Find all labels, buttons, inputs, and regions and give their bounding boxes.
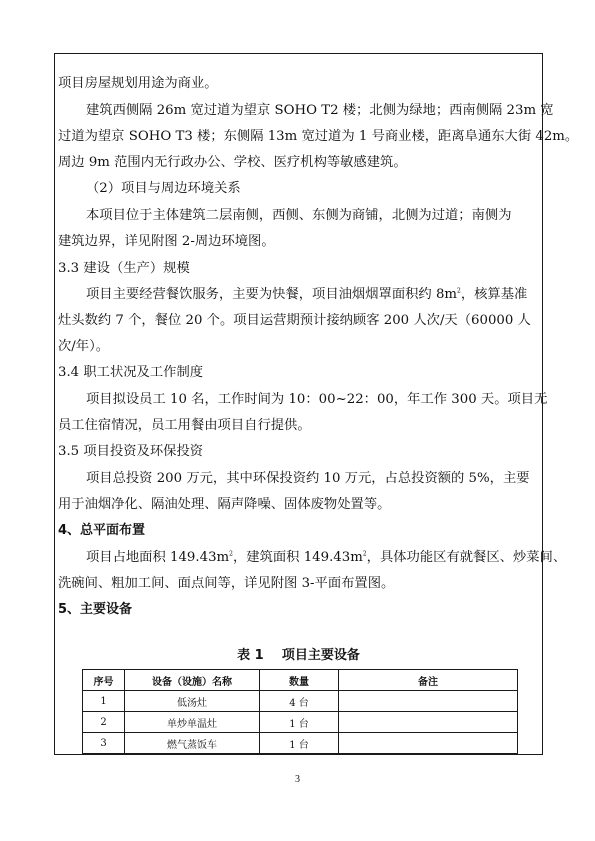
document-frame (54, 53, 579, 755)
section-heading-3-3: 3.3 建设（生产）规模 (58, 261, 190, 276)
header-quantity: 数量 (260, 670, 339, 691)
cell-quantity: 1 台 (260, 712, 339, 733)
section-heading-3-4: 3.4 职工状况及工作制度 (58, 365, 204, 380)
paragraph-line: 建筑边界，详见附图 2-周边环境图。 (58, 234, 275, 249)
paragraph-line: 灶头数约 7 个，餐位 20 个。项目运营期预计接纳顾客 200 人次/天（60000 人 (58, 313, 531, 328)
table-row (83, 712, 518, 733)
paragraph-line: 项目主要经营餐饮服务，主要为快餐，项目油烟烟罩面积约 $8m^2$，核算基准 (86, 287, 528, 302)
paragraph-line: 项目总投资 200 万元，其中环保投资约 10 万元，占总投资额的 5%，主要 (86, 471, 530, 486)
paragraph-line: 项目拟设员工 10 名，工作时间为 10：00~22：00，年工作 300 天。项目无 (86, 392, 548, 407)
cell-quantity: 4 台 (260, 691, 339, 712)
section-heading-4: 4、总平面布置 (58, 523, 146, 538)
superscript-2: 2 (362, 550, 367, 558)
table-row (83, 691, 518, 712)
cell-index: 1 (83, 691, 125, 712)
cell-remarks (339, 691, 518, 712)
cell-index: 3 (83, 733, 125, 754)
superscript-2: 2 (229, 550, 233, 558)
cell-name: 单炒单温灶 (125, 712, 260, 733)
cell-name: 低汤灶 (125, 691, 260, 712)
cell-remarks (339, 712, 518, 733)
paragraph-line: 建筑西侧隔 26m 宽过道为望京 SOHO T2 楼；北侧为绿地；西南侧隔 23m 宽 (86, 103, 554, 118)
equipment-table (82, 669, 518, 754)
cell-remarks (339, 733, 518, 754)
paragraph-line: 本项目位于主体建筑二层南侧，西侧、东侧为商铺，北侧为过道；南侧为 (86, 208, 512, 223)
paragraph-line: 项目占地面积 $149.43m^2$，建筑面积 $149.43m^2$，具体功能区有就餐区、炒菜间、 (86, 550, 567, 565)
cell-name: 燃气蒸饭车 (125, 733, 260, 754)
section-heading-5: 5、主要设备 (58, 602, 133, 617)
section-heading-3-5: 3.5 项目投资及环保投资 (58, 444, 204, 459)
header-equipment-name: 设备（设施）名称 (125, 670, 260, 691)
subsection-heading: （2）项目与周边环境关系 (86, 181, 241, 196)
paragraph-line: 员工住宿情况，员工用餐由项目自行提供。 (58, 418, 311, 433)
paragraph-line: 洗碗间、粗加工间、面点间等，详见附图 3-平面布置图。 (58, 576, 395, 591)
table-header-row (83, 670, 518, 691)
table-row (83, 733, 518, 754)
page-number: 3 (295, 774, 300, 785)
paragraph-line: 过道为望京 SOHO T3 楼；东侧隔 13m 宽过道为 1 号商业楼，距离阜通东大街 42m。 (58, 129, 579, 144)
table-caption: 表 1 项目主要设备 (237, 648, 360, 663)
paragraph-line: 用于油烟净化、隔油处理、隔声降噪、固体废物处置等。 (58, 497, 391, 512)
cell-index: 2 (83, 712, 125, 733)
paragraph-line: 周边 9m 范围内无行政办公、学校、医疗机构等敏感建筑。 (58, 155, 407, 170)
cell-quantity: 1 台 (260, 733, 339, 754)
paragraph-line: 次/年）。 (58, 339, 110, 354)
header-remarks: 备注 (339, 670, 518, 691)
superscript-2: 2 (457, 287, 461, 295)
paragraph-line: 项目房屋规划用途为商业。 (58, 76, 218, 91)
header-index: 序号 (83, 670, 125, 691)
